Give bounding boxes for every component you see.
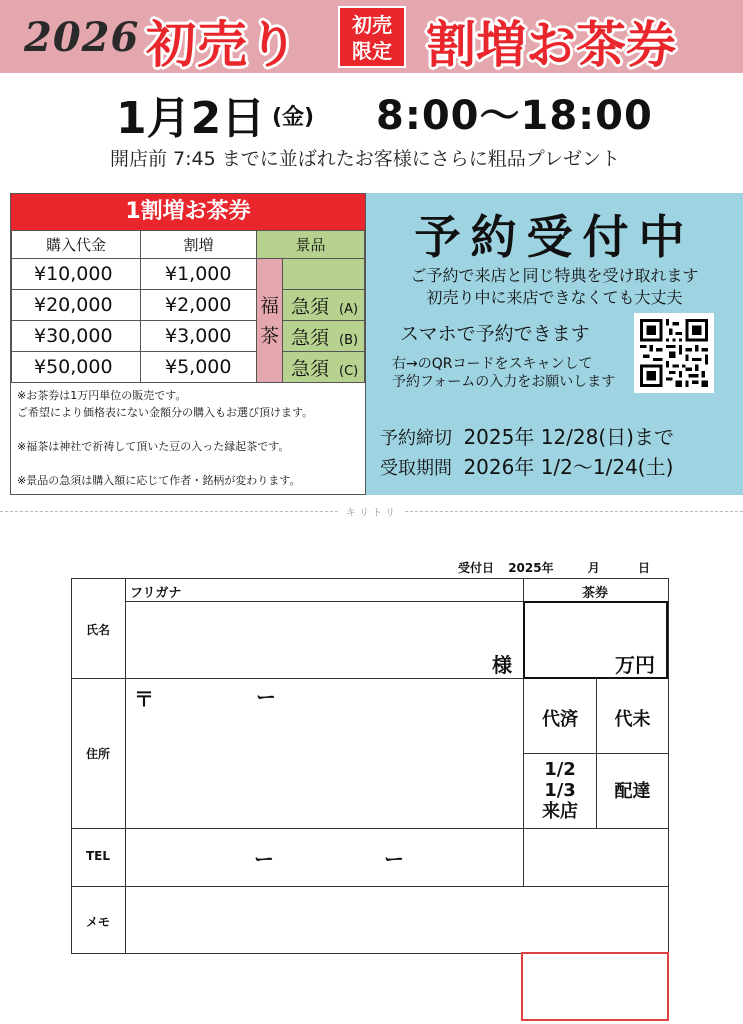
furigana-label: フリガナ [130, 586, 182, 601]
price-header-row [12, 231, 365, 259]
prize-cell [283, 290, 365, 321]
qr-code-icon[interactable] [634, 313, 714, 393]
header-title: 初売り [146, 16, 299, 74]
early-bird-notice: 開店前 7:45 までに並ばれたお客様にさらに粗品プレゼント [110, 148, 620, 170]
prize-grade: (B) [339, 332, 359, 348]
amount-cell: ¥30,000 [12, 321, 141, 352]
limited-badge [338, 6, 406, 68]
header-subtitle: 割増お茶券 [426, 16, 676, 74]
amount-cell: ¥10,000 [12, 259, 141, 290]
address-label: 住所 [86, 747, 111, 761]
prize-cell [283, 321, 365, 352]
note-line: ※福茶は神社で祈祷して頂いた豆の入った縁起茶です。 [17, 440, 290, 453]
prize-cell [283, 259, 365, 290]
paid-checkbox[interactable]: 代済 [542, 709, 578, 730]
col-bonus: 割増 [141, 231, 257, 259]
note-line: ※景品の急須は購入額に応じて作者・銘柄が変わります。 [17, 474, 301, 487]
cha-char: 茶 [259, 324, 279, 347]
unpaid-checkbox[interactable]: 代未 [614, 709, 651, 730]
tel-dash-1: ー [254, 847, 274, 871]
table-row [12, 290, 365, 321]
price-heading: 1割増お茶券 [11, 194, 365, 230]
note-line: ※お茶券は1万円単位の販売です。 [17, 389, 187, 402]
received-date [458, 559, 650, 576]
address-field[interactable] [126, 679, 522, 827]
memo-label: メモ [86, 915, 111, 929]
bonus-cell: ¥5,000 [141, 352, 257, 383]
scan-line-2: 予約フォームの入力をお願いします [392, 374, 616, 390]
event-date-line [0, 82, 743, 144]
reservation-title: 予約受付中 [414, 210, 695, 264]
received-month: 月 [587, 561, 600, 575]
bonus-cell: ¥2,000 [141, 290, 257, 321]
badge-line-1: 初売 [352, 13, 392, 37]
reservation-dates [380, 423, 674, 483]
bonus-cell: ¥1,000 [141, 259, 257, 290]
ticket-label: 茶券 [582, 586, 609, 601]
reservation-benefit-2: 初売り中に来店できなくても大丈夫 [426, 288, 683, 307]
deadline-label: 予約締切 [380, 428, 452, 449]
fuku-char: 福 [259, 294, 279, 317]
staff-check-box[interactable] [521, 952, 669, 1021]
col-prize: 景品 [257, 231, 365, 259]
price-panel [10, 193, 366, 495]
name-label: 氏名 [86, 623, 111, 637]
note-line: ご希望により価格表にない金額分の購入もお選び頂けます。 [17, 406, 314, 419]
reservation-panel [366, 193, 743, 495]
reservation-benefit: ご予約で来店と同じ特典を受け取れます [410, 266, 699, 285]
bonus-cell: ¥3,000 [141, 321, 257, 352]
prize-cell [283, 352, 365, 383]
postal-mark: 〒 [134, 687, 154, 711]
prize-grade: (C) [339, 363, 359, 379]
divider [596, 678, 597, 828]
sama-label: 様 [492, 653, 512, 677]
amount-cell: ¥50,000 [12, 352, 141, 383]
store-visit-option[interactable] [524, 759, 596, 822]
delivery-option[interactable]: 配達 [614, 781, 651, 802]
fuku-cha-cell [257, 259, 283, 383]
memo-field[interactable] [126, 887, 667, 953]
price-notes [17, 387, 361, 489]
event-date: 1月2日 [116, 93, 266, 144]
amount-cell: ¥20,000 [12, 290, 141, 321]
deadline-row [380, 423, 674, 453]
header-year: 2026 [24, 14, 140, 61]
event-hours: 8:00〜18:00 [376, 93, 653, 139]
prize-name: 急須 [291, 295, 330, 318]
name-field[interactable] [126, 602, 522, 677]
tel-field[interactable] [126, 829, 522, 885]
postal-dash: ー [256, 685, 276, 709]
event-weekday: (金) [272, 105, 315, 130]
deadline-value: 2025年 12/28(日)まで [463, 425, 674, 449]
scan-instructions [392, 355, 615, 391]
badge-line-2: 限定 [352, 39, 392, 63]
received-year: 2025年 [508, 561, 554, 575]
prize-name: 急須 [291, 357, 330, 380]
scan-line-1: 右→のQRコードをスキャンして [392, 356, 593, 372]
price-table [11, 230, 365, 383]
visit-date-1: 1/2 [544, 759, 576, 780]
pickup-label: 受取期間 [380, 458, 452, 479]
prize-name: 急須 [291, 326, 330, 349]
pickup-row [380, 453, 674, 483]
received-label: 受付日 [458, 561, 495, 575]
tel-dash-2: ー [384, 847, 404, 871]
order-form [71, 578, 669, 954]
table-row [12, 321, 365, 352]
received-day: 日 [638, 561, 651, 575]
cut-label: キリトリ [340, 504, 404, 519]
table-row [12, 259, 365, 290]
tel-label: TEL [86, 849, 111, 863]
col-amount: 購入代金 [12, 231, 141, 259]
pickup-value: 2026年 1/2〜1/24(土) [463, 455, 674, 479]
visit-date-2: 1/3 [544, 780, 576, 801]
smartphone-note: スマホで予約できます [400, 323, 590, 345]
man-yen-label: 万円 [615, 653, 655, 677]
prize-grade: (A) [339, 301, 359, 317]
header-banner [0, 0, 743, 73]
visit-label: 来店 [542, 801, 578, 822]
table-row [12, 352, 365, 383]
